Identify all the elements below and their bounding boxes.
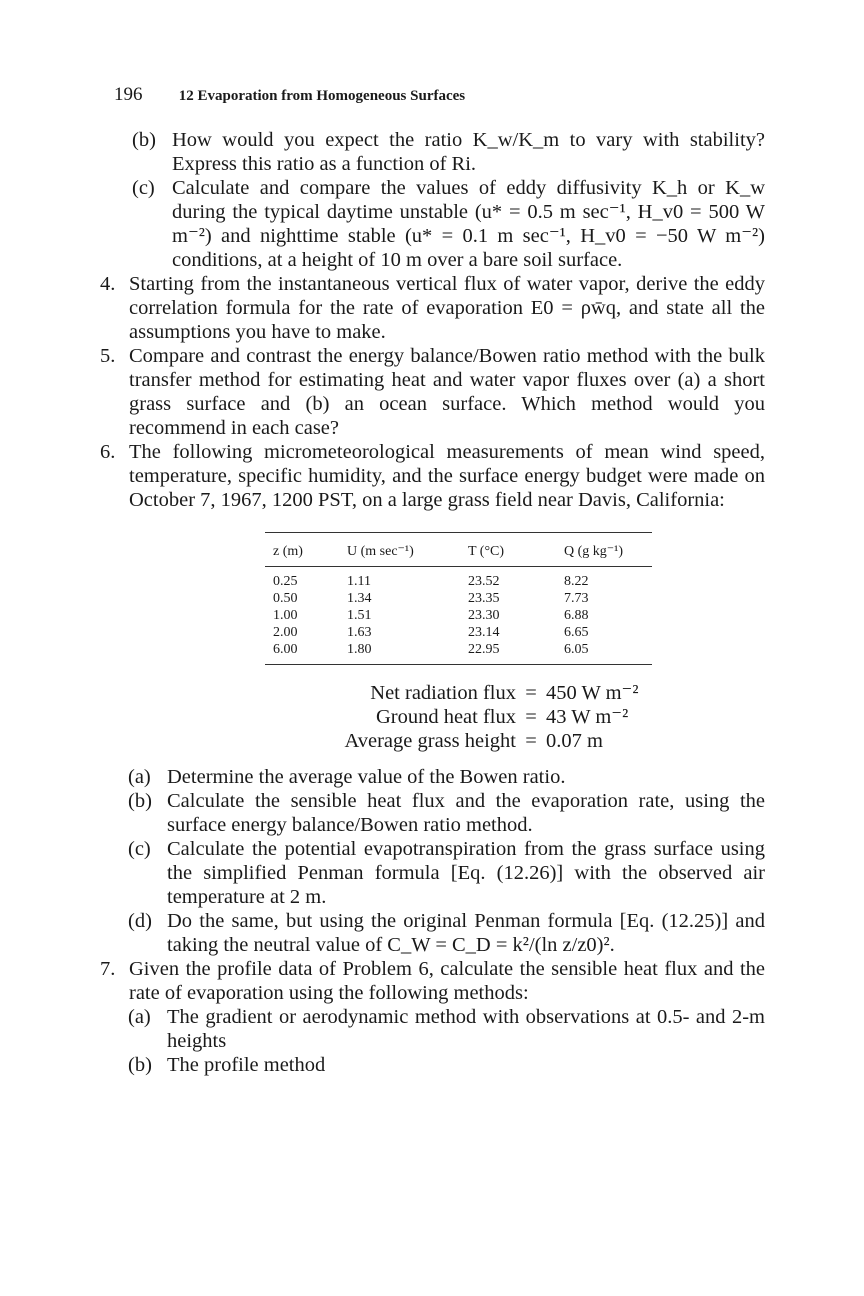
table-row: [265, 590, 652, 607]
table-cell: 8.22: [564, 574, 589, 589]
table-cell: 1.11: [347, 574, 371, 589]
item-text: The gradient or aerodynamic method with observations at 0.5- and 2-m heights: [167, 1006, 765, 1052]
problem-6a: [100, 765, 765, 789]
page-body: [100, 128, 765, 1077]
table-cell: 6.00: [273, 642, 298, 657]
item-text: Determine the average value of the Bowen ratio.: [167, 766, 566, 788]
item-text: Do the same, but using the original Penman formula [Eq. (12.25)] and taking the neutral value of C_W = C_D = k²/(ln z/z0)².: [167, 910, 765, 956]
item-text: Starting from the instantaneous vertical flux of water vapor, derive the eddy correlation formula for the rate of evaporation E0 = ρw̄q, and state all the assumptions you have to make.: [129, 273, 765, 343]
table-cell: 23.14: [468, 625, 500, 640]
problem-3c: [100, 176, 765, 272]
table-cell: 1.00: [273, 608, 298, 623]
item-label: 7.: [100, 958, 116, 980]
table-cell: 6.88: [564, 608, 589, 623]
item-label: (b): [128, 790, 152, 812]
item-text: Calculate and compare the values of eddy diffusivity K_h or K_w during the typical daytime unstable (u* = 0.5 m sec⁻¹, H_v0 = 500 W m⁻²) and nighttime stable (u* = 0.1 m sec⁻¹, H_v0 = −50 W m⁻²) conditions, at a height of 10 m over a bare soil surface.: [172, 177, 765, 271]
table-row: [265, 567, 652, 591]
item-text: Compare and contrast the energy balance/Bowen ratio method with the bulk transfer method for estimating heat and water vapor fluxes over (a) a short grass surface and (b) an ocean surface. Which method would you recommend in each case?: [129, 345, 765, 439]
measurement-table: [265, 532, 652, 665]
table-cell: 23.30: [468, 608, 500, 623]
equals-sign: =: [525, 682, 537, 704]
problem-7b: [100, 1053, 765, 1077]
table-cell: 1.34: [347, 591, 372, 606]
table-cell: 23.35: [468, 591, 500, 606]
column-header-z: z (m): [265, 533, 339, 567]
table-cell: 1.80: [347, 642, 372, 657]
problem-7a: [100, 1005, 765, 1053]
problem-5: [100, 344, 765, 440]
table-cell: 0.50: [273, 591, 298, 606]
table-cell: 6.65: [564, 625, 589, 640]
item-label: 6.: [100, 441, 116, 463]
page-number: 196: [114, 84, 143, 105]
param-row: [260, 705, 765, 729]
item-text: The profile method: [167, 1054, 326, 1076]
item-text: Calculate the sensible heat flux and the evaporation rate, using the surface energy balance/Bowen ratio method.: [167, 790, 765, 836]
item-label: (b): [128, 1054, 152, 1076]
item-text: How would you expect the ratio K_w/K_m to vary with stability? Express this ratio as a function of Ri.: [172, 129, 765, 175]
item-label: (b): [132, 129, 156, 151]
table-cell: 23.52: [468, 574, 500, 589]
table-row: [265, 607, 652, 624]
item-label: (d): [128, 910, 152, 932]
equals-sign: =: [525, 730, 537, 752]
param-value: 450 W m⁻²: [546, 682, 639, 704]
table-cell: 2.00: [273, 625, 298, 640]
param-name: Ground heat flux: [375, 706, 516, 728]
problem-6: [100, 440, 765, 512]
item-label: (c): [132, 177, 155, 199]
column-header-t: T (°C): [460, 533, 556, 567]
item-label: 5.: [100, 345, 116, 367]
chapter-title: 12 Evaporation from Homogeneous Surfaces: [178, 88, 466, 104]
item-text: The following micrometeorological measurements of mean wind speed, temperature, specific humidity, and the surface energy budget were made on October 7, 1967, 1200 PST, on a large grass field near Davis, California:: [129, 441, 765, 511]
table-cell: 1.63: [347, 625, 372, 640]
item-label: (c): [128, 838, 151, 860]
problem-4: [100, 272, 765, 344]
item-text: Calculate the potential evapotranspiration from the grass surface using the simplified Penman formula [Eq. (12.26)] with the observed air temperature at 2 m.: [167, 838, 765, 908]
problem-6d: [100, 909, 765, 957]
problem-7: [100, 957, 765, 1005]
param-name: Net radiation flux: [370, 682, 516, 704]
param-row: [260, 729, 765, 753]
table-cell: 0.25: [273, 574, 298, 589]
table-cell: 6.05: [564, 642, 589, 657]
energy-budget-params: [260, 681, 765, 753]
item-label: (a): [128, 1006, 151, 1028]
table-cell: 22.95: [468, 642, 500, 657]
param-value: 0.07 m: [546, 730, 603, 752]
param-value: 43 W m⁻²: [546, 706, 629, 728]
item-label: 4.: [100, 273, 116, 295]
param-name: Average grass height: [344, 730, 516, 752]
problem-6b: [100, 789, 765, 837]
equals-sign: =: [525, 706, 537, 728]
table-cell: 1.51: [347, 608, 372, 623]
item-text: Given the profile data of Problem 6, calculate the sensible heat flux and the rate of evaporation using the following methods:: [129, 958, 765, 1004]
column-header-u: U (m sec⁻¹): [339, 533, 460, 567]
table-row: [265, 624, 652, 641]
table-row: [265, 641, 652, 665]
param-row: [260, 681, 765, 705]
table-cell: 7.73: [564, 591, 589, 606]
problem-3b: [100, 128, 765, 176]
problem-6c: [100, 837, 765, 909]
running-header: [114, 84, 465, 106]
column-header-q: Q (g kg⁻¹): [556, 533, 652, 567]
item-label: (a): [128, 766, 151, 788]
